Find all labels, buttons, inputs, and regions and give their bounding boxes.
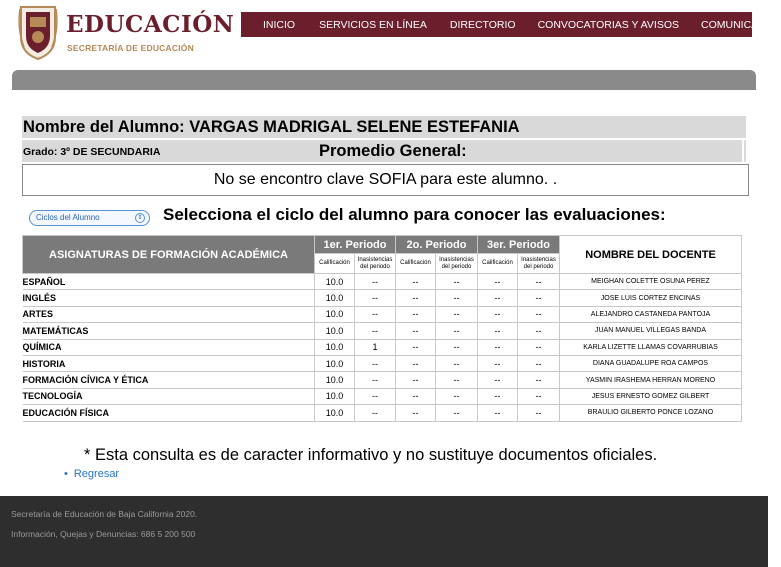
absence-cell: -- [436, 388, 478, 404]
grade-cell: -- [478, 306, 518, 322]
site-footer [0, 496, 768, 567]
subject-cell: ARTES [23, 306, 315, 322]
absence-cell: -- [355, 355, 396, 371]
grade-cell: -- [478, 323, 518, 339]
grade-cell: 10.0 [315, 306, 355, 322]
grades-table [22, 235, 742, 422]
grade-cell: -- [396, 323, 436, 339]
absence-subheader: Inasistencias del periodo [436, 254, 478, 274]
grade-cell: 10.0 [315, 405, 355, 421]
grade-cell: 10.0 [315, 355, 355, 371]
back-link[interactable] [64, 468, 119, 480]
nav-item-inicio[interactable]: INICIO [263, 18, 296, 31]
table-row [23, 274, 742, 290]
nav-item-directorio[interactable]: DIRECTORIO [449, 18, 516, 31]
nav-item-servicios[interactable]: SERVICIOS EN LÍNEA [319, 18, 427, 31]
absence-subheader: Inasistencias del periodo [355, 254, 396, 274]
table-row [23, 355, 742, 371]
general-average: Promedio General: [319, 142, 467, 160]
grade-cell: 10.0 [315, 323, 355, 339]
absence-cell: -- [436, 405, 478, 421]
subject-cell: FORMACIÓN CÍVICA Y ÉTICA [23, 372, 315, 388]
teacher-cell: MEIGHAN COLETTE OSUNA PEREZ [560, 274, 742, 290]
absence-cell: -- [355, 306, 396, 322]
table-row [23, 323, 742, 339]
subject-cell: HISTORIA [23, 355, 315, 371]
row-divider [742, 140, 744, 162]
absence-cell: 1 [355, 339, 396, 355]
subject-cell: ESPAÑOL [23, 274, 315, 290]
nav-item-convocatorias[interactable]: CONVOCATORIAS Y AVISOS [537, 18, 680, 31]
back-link-label[interactable]: Regresar [73, 468, 120, 480]
subject-cell: TECNOLOGÍA [23, 388, 315, 404]
absence-cell: -- [518, 323, 560, 339]
cycle-heading: Selecciona el ciclo del alumno para conocer las evaluaciones: [163, 205, 666, 224]
table-row [23, 388, 742, 404]
cycle-select-value: Ciclos del Alumno [36, 213, 100, 222]
absence-cell: -- [518, 388, 560, 404]
absence-cell: -- [518, 290, 560, 306]
grade-subheader: Calificación [478, 254, 518, 274]
absence-cell: -- [518, 405, 560, 421]
grade-cell: -- [396, 274, 436, 290]
grade-cell: 10.0 [315, 372, 355, 388]
cycle-select[interactable] [29, 210, 150, 226]
grade-cell: -- [396, 355, 436, 371]
teacher-cell: KARLA LIZETTE LLAMAS COVARRUBIAS [560, 339, 742, 355]
grade-cell: -- [478, 405, 518, 421]
teacher-cell: JESUS ERNESTO GOMEZ GILBERT [560, 388, 742, 404]
subject-cell: EDUCACIÓN FÍSICA [23, 405, 315, 421]
absence-cell: -- [436, 290, 478, 306]
grade-cell: -- [396, 290, 436, 306]
footer-copyright: Secretaría de Educación de Baja California 2020. [11, 509, 198, 519]
grade-cell: -- [478, 355, 518, 371]
table-row [23, 405, 742, 421]
site-header [0, 0, 781, 72]
teacher-cell: JUAN MANUEL VILLEGAS BANDA [560, 323, 742, 339]
absence-cell: -- [436, 355, 478, 371]
bullet-icon: • [64, 468, 68, 480]
grade-cell: -- [396, 405, 436, 421]
content-top-band [12, 70, 756, 90]
chevron-updown-icon: ⇕ [135, 213, 145, 223]
absence-cell: -- [436, 306, 478, 322]
absence-cell: -- [518, 306, 560, 322]
table-row [23, 372, 742, 388]
grade-cell: 10.0 [315, 290, 355, 306]
disclaimer-text: * Esta consulta es de caracter informativo y no sustituye documentos oficiales. [84, 446, 658, 464]
brand-title: EDUCACIÓN [66, 11, 235, 38]
period-3-header: 3er. Periodo [478, 236, 560, 254]
absence-cell: -- [436, 339, 478, 355]
footer-contact: Información, Quejas y Denuncias: 686 5 200 500 [11, 529, 196, 539]
nav-item-comunicados[interactable]: COMUNICADOS [701, 18, 781, 31]
grade-cell: -- [478, 388, 518, 404]
teacher-cell: YASMIN IRASHEMA HERRAN MORENO [560, 372, 742, 388]
grade-cell: -- [478, 339, 518, 355]
teacher-cell: ALEJANDRO CASTANEDA PANTOJA [560, 306, 742, 322]
grade-cell: -- [478, 274, 518, 290]
period-2-header: 2o. Periodo [396, 236, 478, 254]
grade-subheader: Calificación [396, 254, 436, 274]
grade-cell: -- [396, 372, 436, 388]
teacher-cell: DIANA GUADALUPE ROA CAMPOS [560, 355, 742, 371]
student-grade: Grado: 3º DE SECUNDARIA [23, 146, 161, 158]
teacher-cell: JOSE LUIS CORTEZ ENCINAS [560, 290, 742, 306]
grades-body [23, 274, 742, 422]
table-row [23, 339, 742, 355]
absence-cell: -- [355, 388, 396, 404]
grade-cell: -- [396, 339, 436, 355]
table-row [23, 306, 742, 322]
absence-cell: -- [355, 290, 396, 306]
student-grade-row [22, 140, 746, 162]
grade-cell: 10.0 [315, 274, 355, 290]
absence-cell: -- [436, 274, 478, 290]
period-1-header: 1er. Periodo [315, 236, 396, 254]
main-nav [241, 12, 781, 37]
absence-cell: -- [436, 323, 478, 339]
student-name: Nombre del Alumno: VARGAS MADRIGAL SELENE ESTEFANIA [23, 118, 520, 136]
grade-cell: -- [478, 290, 518, 306]
absence-cell: -- [518, 339, 560, 355]
absence-cell: -- [355, 372, 396, 388]
grade-subheader: Calificación [315, 254, 355, 274]
student-name-row [22, 116, 746, 138]
subject-cell: MATEMÁTICAS [23, 323, 315, 339]
subject-cell: QUÍMICA [23, 339, 315, 355]
grade-cell: 10.0 [315, 388, 355, 404]
absence-subheader: Inasistencias del periodo [518, 254, 560, 274]
absence-cell: -- [518, 355, 560, 371]
table-row [23, 290, 742, 306]
grade-cell: -- [478, 372, 518, 388]
absence-cell: -- [355, 274, 396, 290]
brand-subtitle: SECRETARÍA DE EDUCACIÓN [67, 43, 194, 53]
sofia-message: No se encontro clave SOFIA para este alumno. . [22, 164, 749, 196]
teacher-column-header: NOMBRE DEL DOCENTE [560, 236, 742, 274]
absence-cell: -- [518, 372, 560, 388]
absence-cell: -- [436, 372, 478, 388]
teacher-cell: BRAULIO GILBERTO PONCE LOZANO [560, 405, 742, 421]
grade-cell: 10.0 [315, 339, 355, 355]
grade-cell: -- [396, 306, 436, 322]
subject-column-header: ASIGNATURAS DE FORMACIÓN ACADÉMICA [23, 236, 315, 274]
state-shield-icon[interactable] [18, 3, 58, 61]
absence-cell: -- [355, 323, 396, 339]
absence-cell: -- [355, 405, 396, 421]
subject-cell: INGLÉS [23, 290, 315, 306]
absence-cell: -- [518, 274, 560, 290]
grade-cell: -- [396, 388, 436, 404]
